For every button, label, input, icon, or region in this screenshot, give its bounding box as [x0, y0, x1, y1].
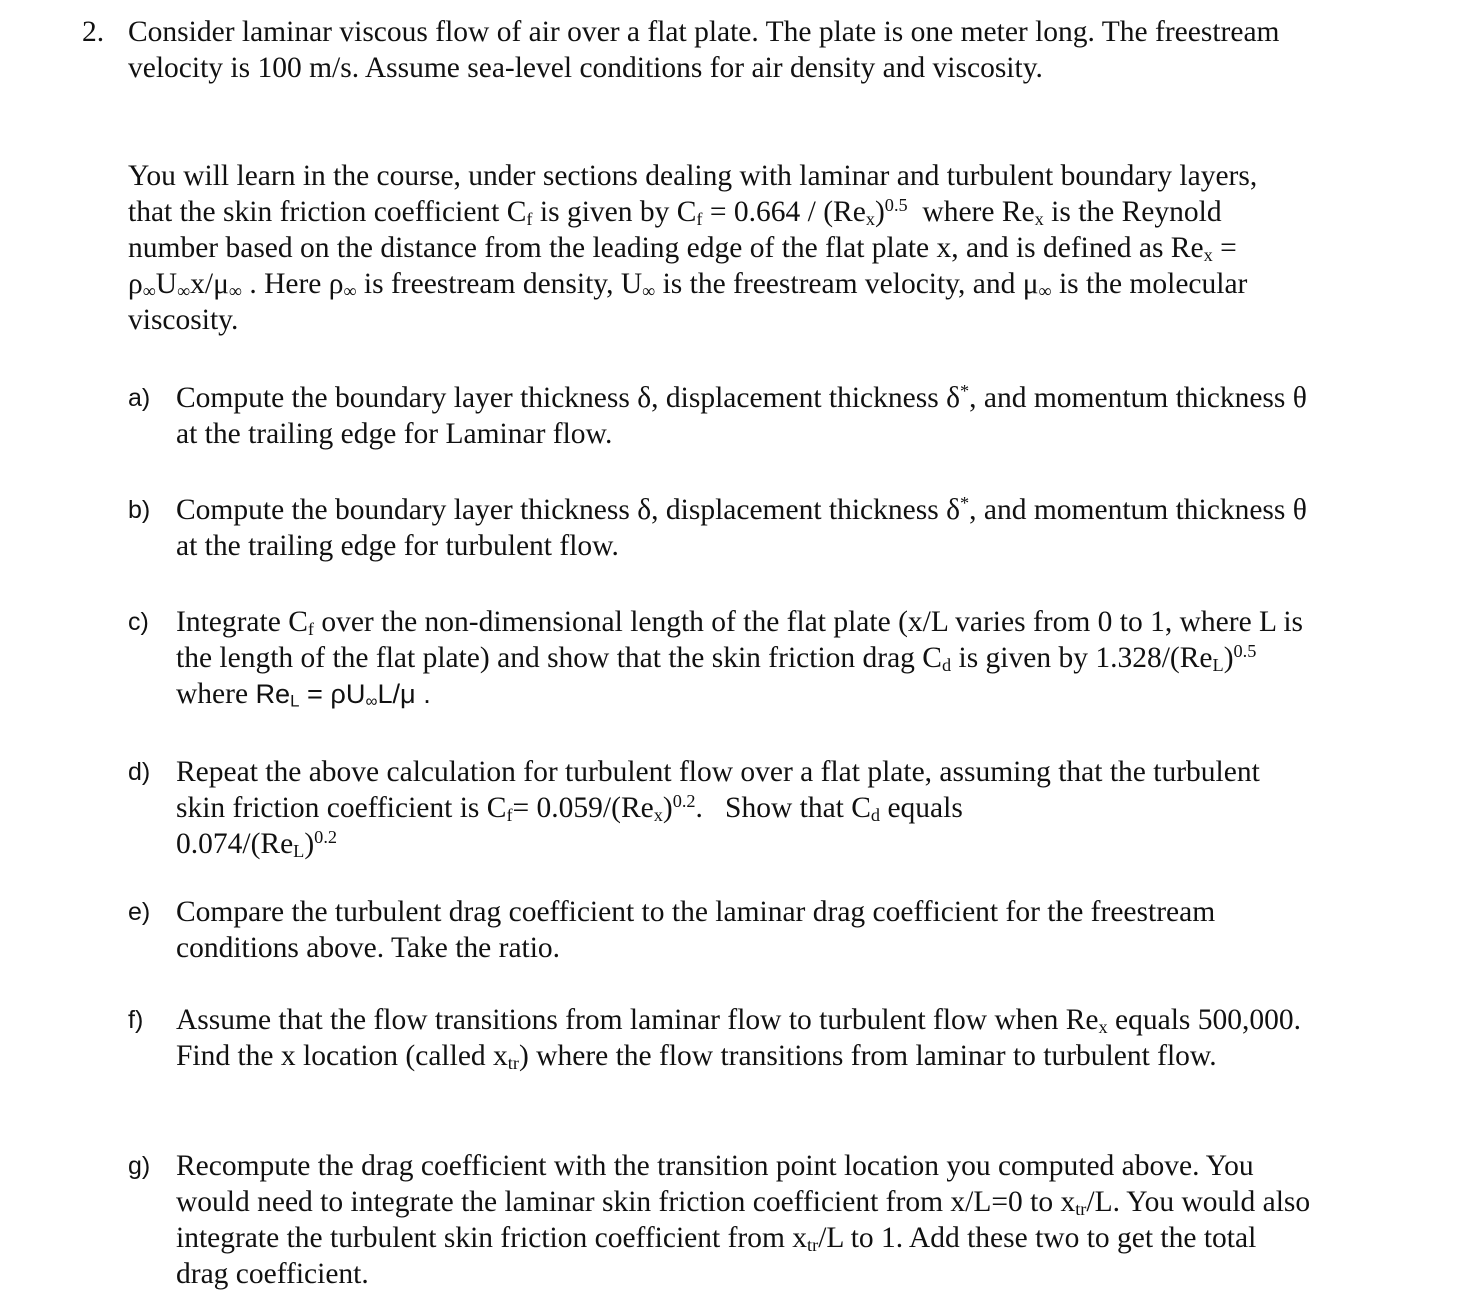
cf-laminar-formula: 0.664 / (Re: [733, 196, 866, 228]
part-b-text: Compute the boundary layer thickness δ, displacement thickness δ*, and momentum thickness θ at the trailing edge for turbulent flow.: [176, 492, 1307, 562]
cd-turbulent-exponent: 0.2: [314, 826, 338, 847]
part-a-text: Compute the boundary layer thickness δ, displacement thickness δ*, and momentum thickness θ at the trailing edge for Laminar flow.: [176, 380, 1307, 450]
question-intro: Consider laminar viscous flow of air over a flat plate. The plate is one meter long. The freestream velocity is 100 m/s. Assume sea-level conditions for air density and viscosity.: [128, 16, 1280, 84]
part-f-label: f): [128, 1006, 144, 1034]
cd-laminar-exponent: 0.5: [1233, 640, 1257, 661]
part-d-text: Repeat the above calculation for turbulent flow over a flat plate, assuming that the turbulent skin friction coefficient is $C_f= 0.059/(Re_x)^{0.2}$. Show that $C_d$ equals $0.074/(Re_L)^{0.2}$: [176, 756, 1260, 862]
part-c-label: c): [128, 608, 149, 636]
part-d-label: d): [128, 758, 151, 786]
cd-laminar-formula: 1.328/(Re: [1095, 642, 1213, 674]
cf-laminar-exponent: 0.5: [884, 194, 908, 215]
part-c-text: Integrate $C_f$ over the non-dimensional length of the flat plate (x/L varies from 0 to 1, where L is the length of the flat plate) and show that the skin friction drag $C_d$ is given by $1.328/(Re_L)^{0.5}$ where $Re_L = \rho U_\infty L/\mu$ .: [176, 606, 1304, 711]
cf-turbulent-formula: 0.059/(Re: [536, 792, 654, 824]
part-f-text: Assume that the flow transitions from laminar flow to turbulent flow when $Re_x$ equals 500,000. Find the x location (called $x_{tr}$) where the flow transitions from laminar to turbulent flow.: [176, 1004, 1302, 1074]
part-a-label: a): [128, 384, 151, 412]
part-e-label: e): [128, 898, 151, 926]
background-paragraph: You will learn in the course, under sections dealing with laminar and turbulent boundary layers, that the skin friction coefficient $C_f$ is given by $C_f = 0.664 / (Re_x)^{0.5}$ where $Re_x$ is the Reynold number based on the distance from the leading edge of the flat plate x, and is defined as $Re_x = \rho_\infty U_\infty x/\mu_\infty$ . Here $\rho_\infty$ is freestream density, $U_\infty$ is the freestream velocity, and $\mu_\infty$ is the molecular viscosity.: [128, 160, 1258, 336]
question-number: 2.: [82, 16, 105, 48]
part-g-text: Recompute the drag coefficient with the transition point location you computed above. You would need to integrate the laminar skin friction coefficient from x/L=0 to $x_{tr}/L$. You would also integrate the turbulent skin friction coefficient from $x_{tr}/L$ to 1. Add these two to get the total drag coefficient.: [176, 1150, 1311, 1290]
part-g-label: g): [128, 1152, 151, 1180]
cf-turbulent-exponent: 0.2: [672, 790, 696, 811]
cd-turbulent-formula: 0.074/(Re: [176, 828, 294, 860]
part-b-label: b): [128, 496, 151, 524]
part-e-text: Compare the turbulent drag coefficient to the laminar drag coefficient for the freestream conditions above. Take the ratio.: [176, 896, 1216, 964]
transition-reynolds: 500,000: [1197, 1004, 1294, 1036]
